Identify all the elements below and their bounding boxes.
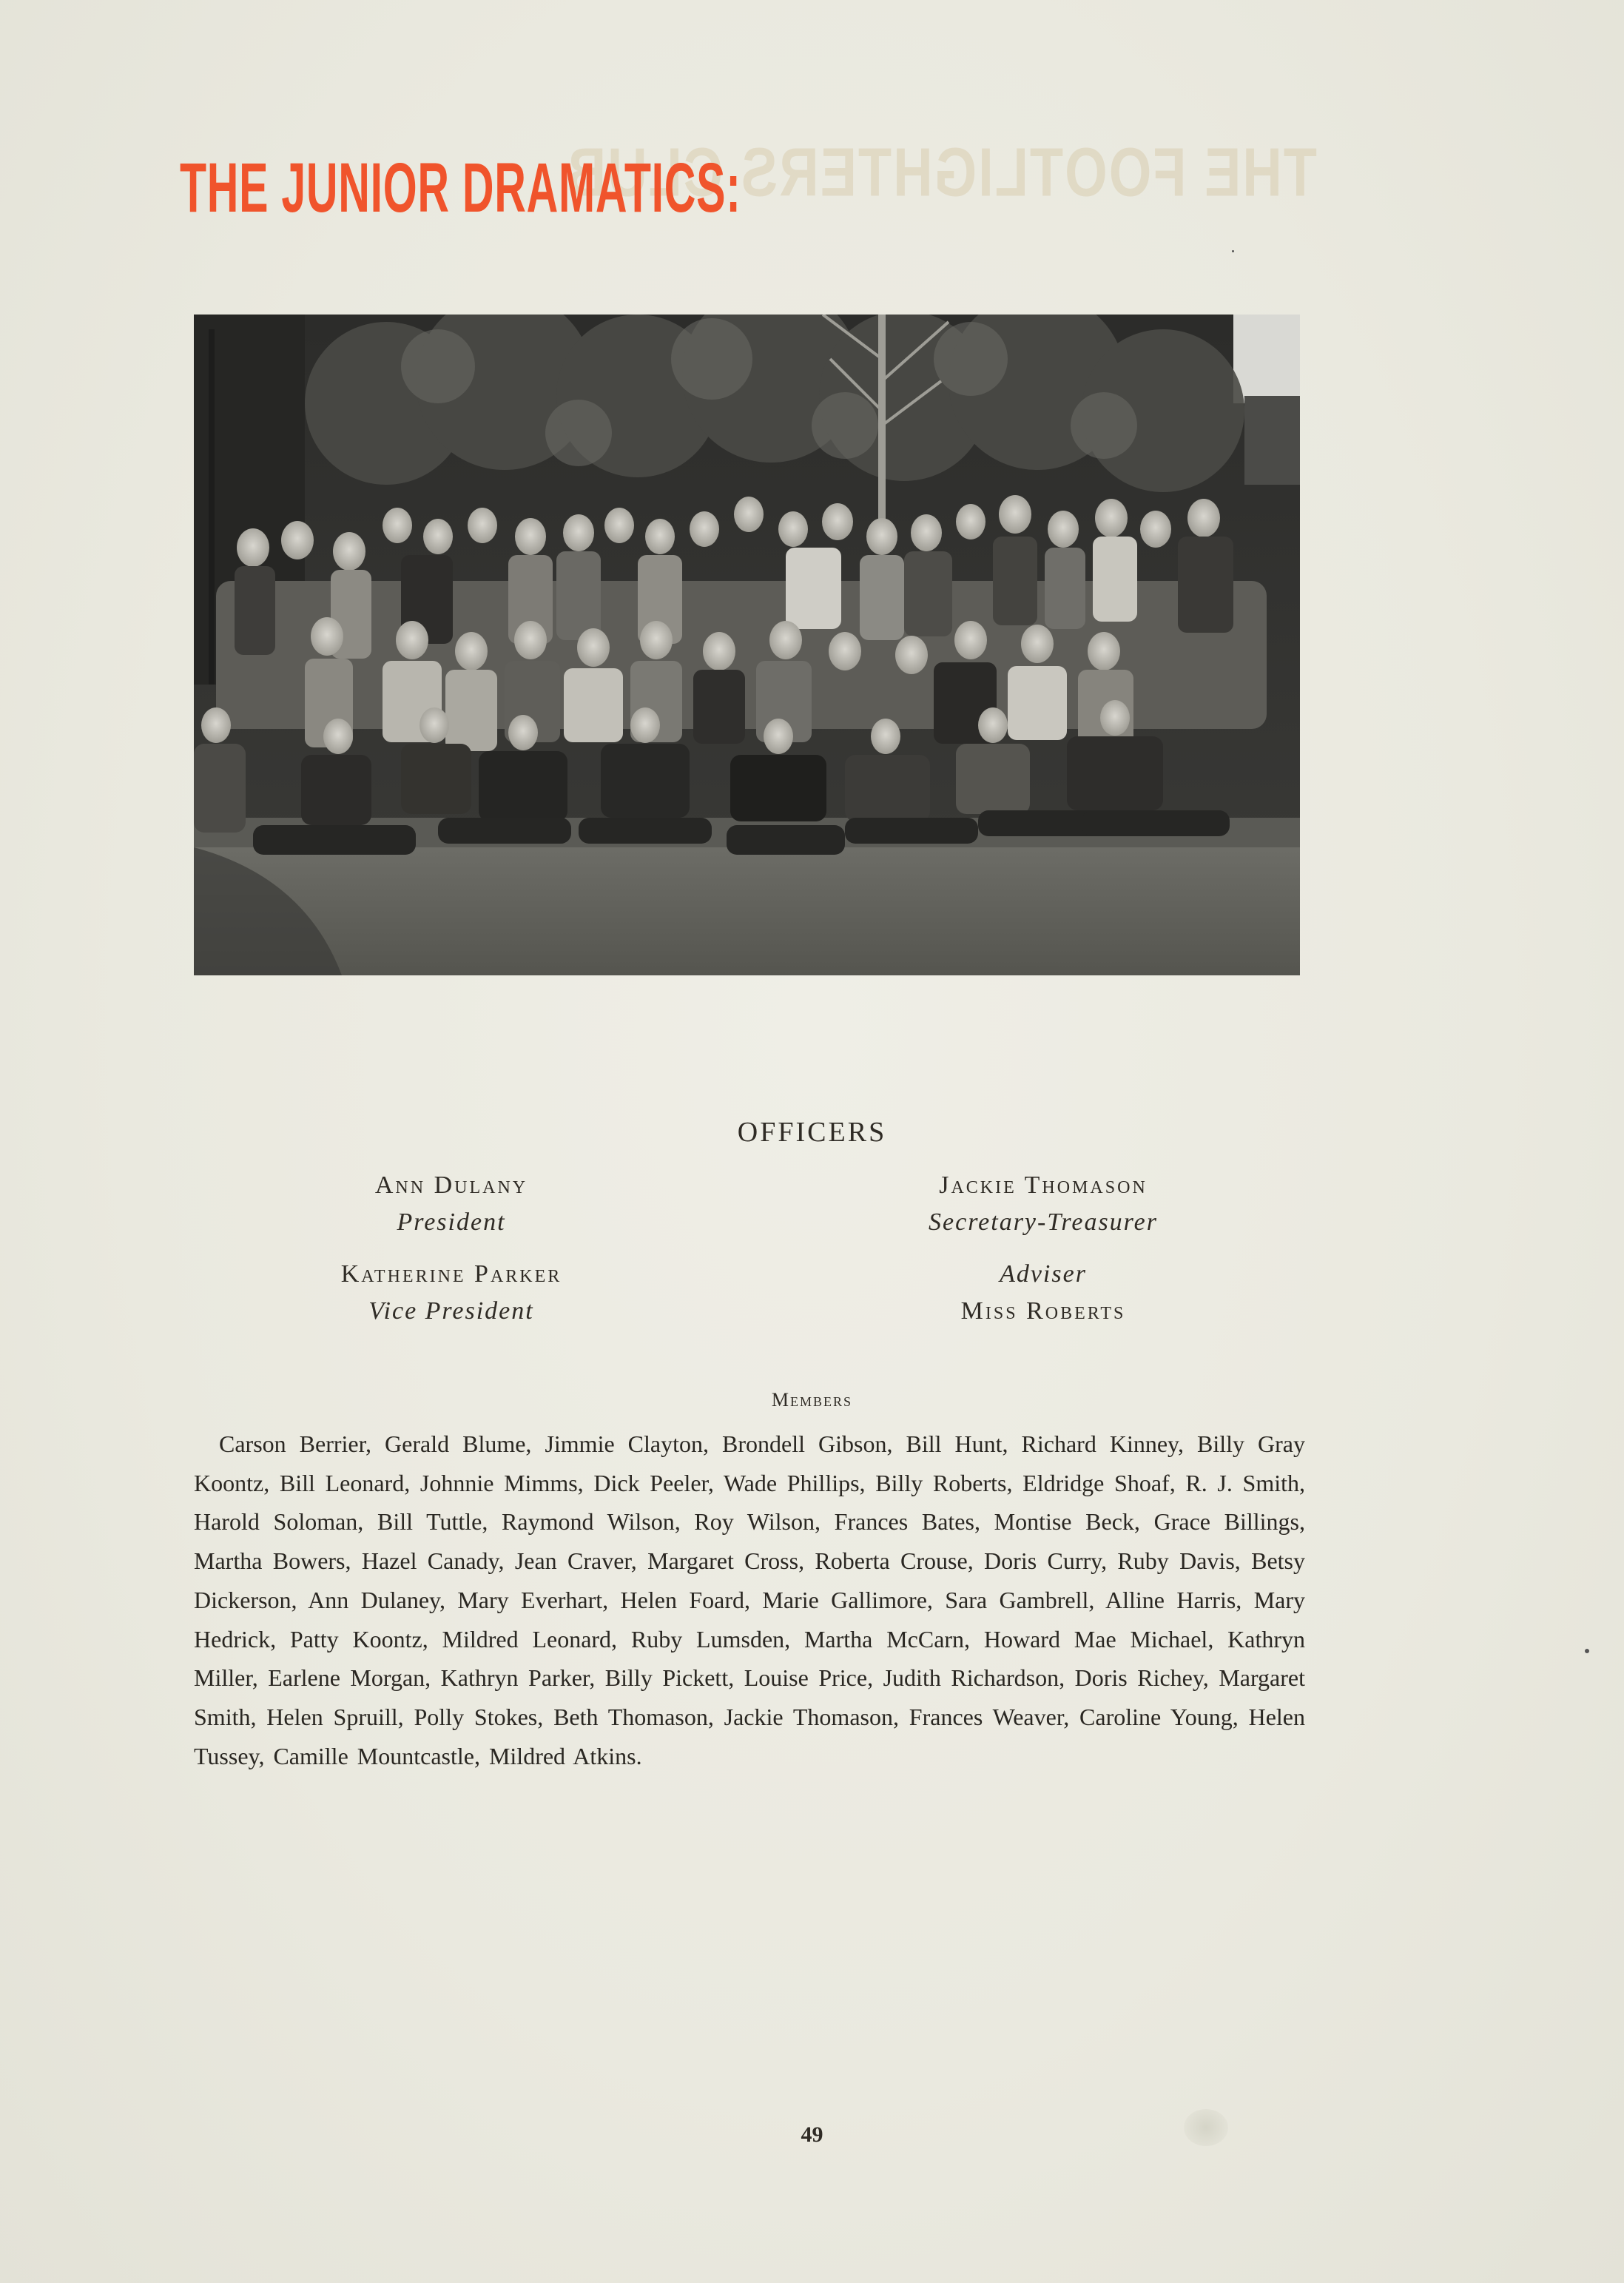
bleed-through-heading: THE FOOTLIGHTERS CLUB <box>565 133 1317 211</box>
officer-name: Jackie Thomason <box>939 1171 1148 1199</box>
group-photograph-image <box>194 315 1300 975</box>
members-list: Carson Berrier, Gerald Blume, Jimmie Clayton, Brondell Gibson, Bill Hunt, Richard Kinney, Billy Gray Koontz, Bill Leonard, Johnnie Mimms, Dick Peeler, Wade Phillips, Billy Roberts, Eldridge Shoaf, R. J. Smith, Harold Soloman, Bill Tuttle, Raymond Wilson, Roy Wilson, Frances Bates, Montise Beck, Grace Billings, Martha Bowers, Hazel Canady, Jean Craver, Margaret Cross, Roberta Crouse, Doris Curry, Ruby Davis, Betsy Dickerson, Ann Dulaney, Mary Everhart, Helen Foard, Marie Gallimore, Sara Gambrell, Alline Harris, Mary Hedrick, Patty Koontz, Mildred Leonard, Ruby Lumsden, Martha McCarn, Howard Mae Michael, Kathryn Miller, Earlene Morgan, Kathryn Parker, Billy Pickett, Louise Price, Judith Richardson, Doris Richey, Margaret Smith, Helen Spruill, Polly Stokes, Beth Thomason, Jackie Thomason, Frances Weaver, Caroline Young, Helen Tussey, Camille Mountcastle, Mildred Atkins. <box>194 1430 1305 1769</box>
officer-president <box>281 1167 621 1241</box>
paper-smudge <box>1184 2109 1228 2146</box>
officer-vice-president <box>281 1256 621 1330</box>
officer-role: Secretary-Treasurer <box>929 1208 1158 1236</box>
page-number: 49 <box>801 2122 823 2147</box>
officer-role: President <box>397 1208 506 1236</box>
officers-heading: OFFICERS <box>737 1117 887 1148</box>
officer-role: Vice President <box>368 1297 534 1325</box>
paper-speck <box>1585 1649 1589 1653</box>
officer-name: Miss Roberts <box>960 1297 1126 1325</box>
officer-name: Ann Dulany <box>374 1171 528 1199</box>
officer-secretary-treasurer <box>873 1167 1213 1241</box>
bleed-through-top <box>584 0 969 59</box>
group-photograph <box>194 315 1300 975</box>
officer-name: Katherine Parker <box>340 1260 562 1288</box>
officer-role: Adviser <box>1000 1260 1087 1288</box>
officer-adviser <box>873 1256 1213 1330</box>
page-title: THE JUNIOR DRAMATICS: <box>180 149 741 227</box>
members-heading: Members <box>771 1389 853 1411</box>
paper-speck <box>1232 250 1234 252</box>
